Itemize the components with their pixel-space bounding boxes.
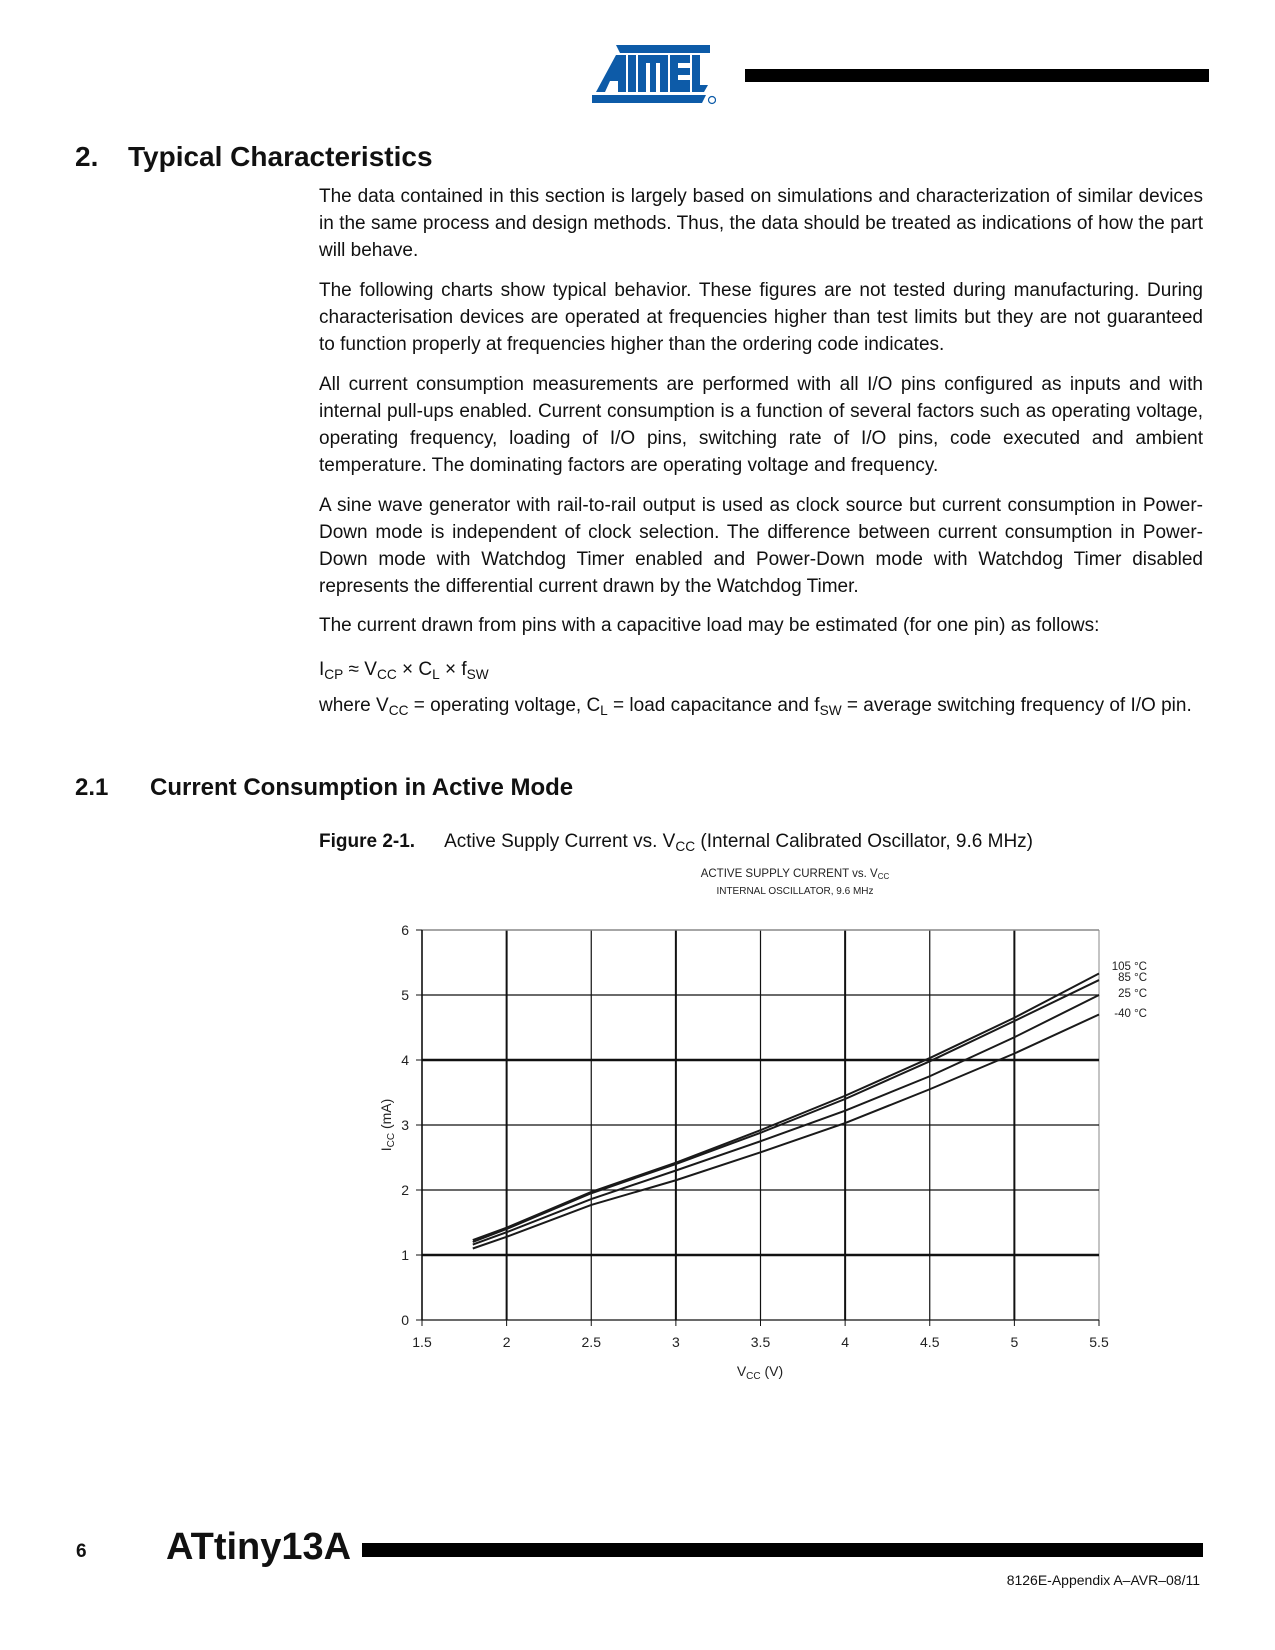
- paragraph: The data contained in this section is largely based on simulations and characterization of similar devices in the same process and design methods. Thus, the data should be treated as indications of how the part will behave.: [319, 186, 1203, 261]
- formula: $I_{CP} \approx V_{CC} \times C_L \times f_{SW}$: [319, 659, 489, 683]
- y-tick-label: 3: [401, 1117, 409, 1133]
- x-tick-label: 1.5: [412, 1334, 432, 1350]
- paragraph: The following charts show typical behavior. These figures are not tested during manufacturing. During characterisation devices are operated at frequencies higher than test limits but they are not guaranteed to function properly at frequencies higher than the ordering code indicates.: [319, 280, 1203, 355]
- legend-label: 105 °C: [1111, 961, 1147, 973]
- x-tick-label: 4: [841, 1334, 850, 1350]
- x-tick-label: 5.5: [1089, 1334, 1109, 1350]
- paragraph: All current consumption measurements are performed with all I/O pins configured as inputs and with internal pull-ups enabled. Current consumption is a function of several factors such as operating voltage, operating frequency, loading of I/O pins, switching rate of I/O pins, code executed and ambient temperature. The dominating factors are operating voltage and frequency.: [319, 374, 1203, 476]
- figure-caption: Figure 2-1. Active Supply Current vs. $V_{CC}$ (Internal Calibrated Oscillator, 9.6 MHz): [319, 831, 1033, 855]
- y-axis-label: $I_{CC}$ (mA): [378, 1098, 397, 1152]
- x-tick-label: 3.5: [750, 1334, 771, 1350]
- section-number: 2.: [75, 141, 99, 172]
- document-code: 8126E-Appendix A–AVR–08/11: [1006, 1572, 1200, 1588]
- y-tick-label: 4: [401, 1052, 409, 1068]
- x-tick-label: 3: [671, 1334, 680, 1350]
- legend-label: 25 °C: [1118, 988, 1147, 1000]
- footer-rule: [362, 1543, 1203, 1557]
- x-tick-label: 5: [1010, 1334, 1019, 1350]
- product-name: ATtiny13A: [166, 1526, 352, 1568]
- chart-title: ACTIVE SUPPLY CURRENT vs. VCC: [700, 868, 890, 881]
- y-tick-label: 2: [401, 1182, 409, 1198]
- series-line: [473, 974, 1099, 1241]
- paragraph: The current drawn from pins with a capacitive load may be estimated (for one pin) as follows:: [319, 615, 1100, 636]
- x-tick-label: 2.5: [581, 1334, 601, 1350]
- y-tick-label: 6: [401, 922, 409, 938]
- x-tick-label: 4.5: [920, 1334, 940, 1350]
- where-text: where $V_{CC}$ = operating voltage, $C_L$ = load capacitance and $f_{SW}$ = average switching frequency of I/O pin.: [319, 695, 1192, 719]
- y-tick-label: 1: [401, 1247, 409, 1263]
- x-tick-label: 2: [502, 1334, 511, 1350]
- subsection-title: Current Consumption in Active Mode: [150, 774, 574, 801]
- section-title: Typical Characteristics: [128, 141, 433, 172]
- subsection-number: 2.1: [75, 774, 109, 801]
- chart-subtitle: INTERNAL OSCILLATOR, 9.6 MHz: [716, 886, 874, 897]
- y-tick-label: 5: [401, 987, 409, 1003]
- x-axis-label: $V_{CC}$ (V): [736, 1363, 784, 1382]
- legend-label: -40 °C: [1114, 1008, 1147, 1020]
- paragraph: A sine wave generator with rail-to-rail output is used as clock source but current consumption in Power-Down mode is independent of clock selection. The difference between current consumption in Power-Down mode with Watchdog Timer enabled and Power-Down mode with Watchdog Timer disabled represents the differential current drawn by the Watchdog Timer.: [319, 495, 1203, 597]
- series-line: [473, 980, 1099, 1242]
- y-tick-label: 0: [401, 1312, 409, 1328]
- legend-label: 85 °C: [1118, 972, 1147, 984]
- page-number: 6: [76, 1541, 87, 1562]
